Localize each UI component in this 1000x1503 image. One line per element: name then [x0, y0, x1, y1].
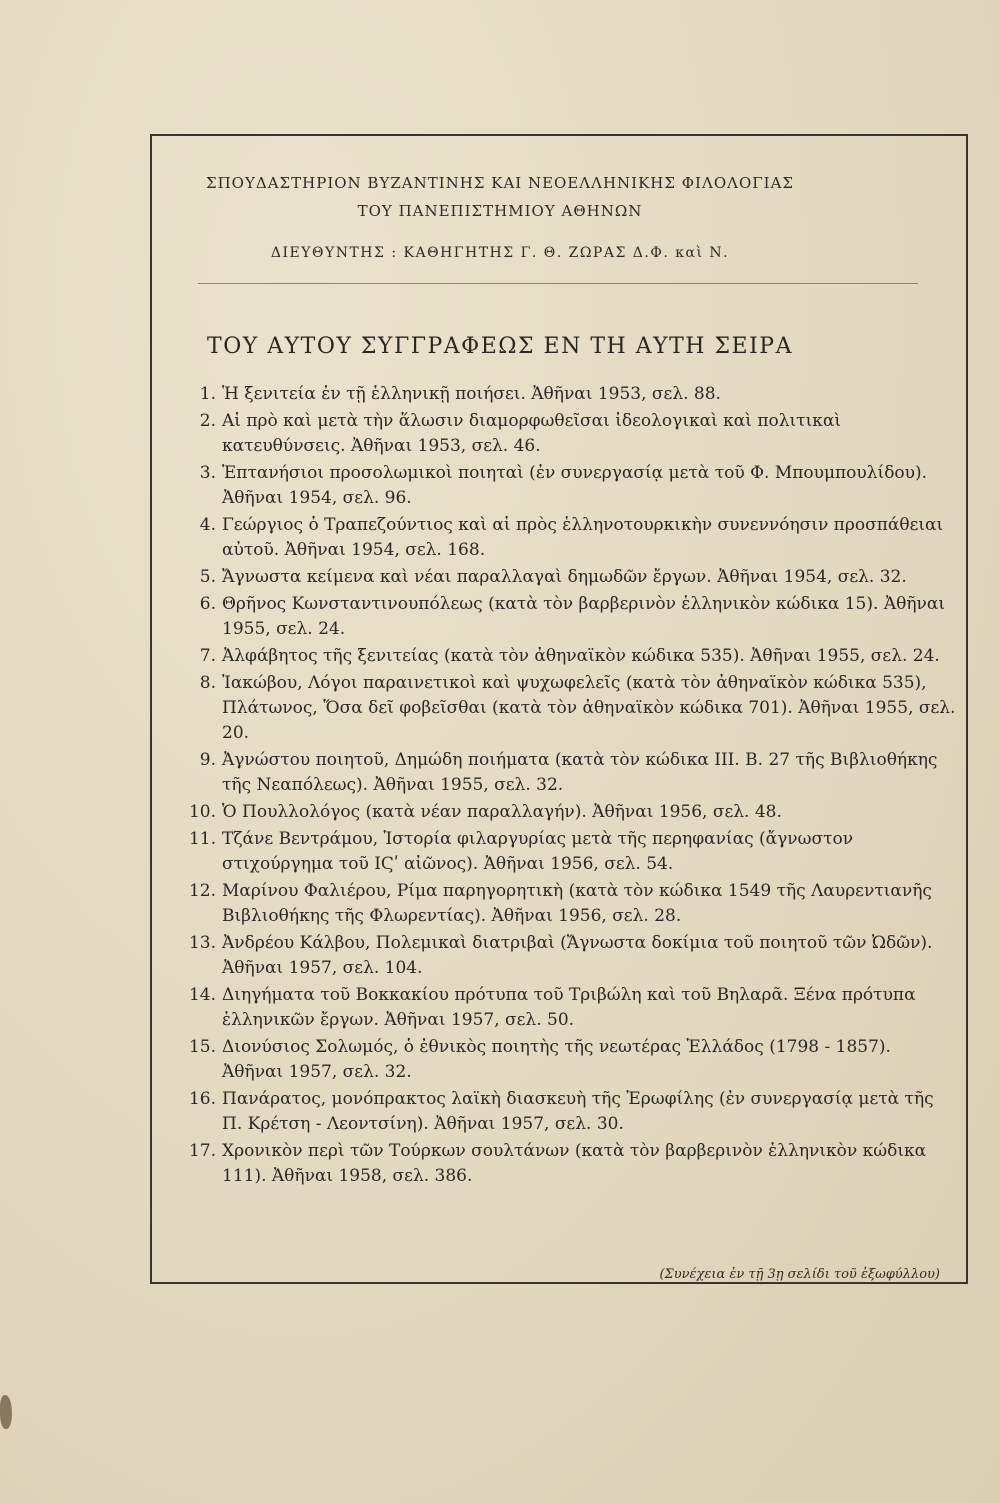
publication-list — [186, 382, 956, 1191]
item-number: 9. — [199, 750, 216, 770]
item-number: 16. — [188, 1089, 216, 1109]
item-number: 15. — [188, 1037, 216, 1057]
list-item — [186, 1139, 956, 1189]
item-number: 2. — [199, 411, 216, 431]
item-text: Μαρίνου Φαλιέρου, Ρίμα παρηγορητικὴ (κατὰ τὸν κώδικα 1549 τῆς Λαυρεντιανῆς Βιβλιοθήκης τῆς Φλωρεντίας). Ἀθῆναι 1956, σελ. 28. — [222, 881, 932, 926]
item-text: Αἱ πρὸ καὶ μετὰ τὴν ἅλωσιν διαμορφωθεῖσαι ἰδεολογικαὶ καὶ πολιτικαὶ κατευθύνσεις. Ἀθῆναι 1953, σελ. 46. — [222, 411, 842, 456]
institution-name: ΣΠΟΥΔΑΣΤΗΡΙΟΝ ΒΥΖΑΝΤΙΝΗΣ ΚΑΙ ΝΕΟΕΛΛΗΝΙΚΗΣ ΦΙΛΟΛΟΓΙΑΣ — [205, 174, 795, 192]
continuation-note: (Συνέχεια ἐν τῇ 3ῃ σελίδι τοῦ ἐξωφύλλου) — [659, 1267, 940, 1282]
item-text: Τζάνε Βεντράμου, Ἱστορία φιλαργυρίας μετὰ τῆς περηφανίας (ἄγνωστον στιχούργημα τοῦ ΙϚʹ αἰῶνος). Ἀθῆναι 1956, σελ. 54. — [222, 829, 854, 874]
item-number: 3. — [199, 463, 216, 483]
item-text: Πανάρατος, μονόπρακτος λαϊκὴ διασκευὴ τῆς Ἐρωφίλης (ἐν συνεργασίᾳ μετὰ τῆς Π. Κρέτση - Λεοντσίνη). Ἀθῆναι 1957, σελ. 30. — [222, 1089, 934, 1134]
item-text: Ἀλφάβητος τῆς ξενιτείας (κατὰ τὸν ἀθηναϊκὸν κώδικα 535). Ἀθῆναι 1955, σελ. 24. — [222, 646, 940, 666]
list-item — [186, 565, 956, 590]
item-text: Ἑπτανήσιοι προσολωμικοὶ ποιηταὶ (ἐν συνεργασίᾳ μετὰ τοῦ Φ. Μπουμπουλίδου). Ἀθῆναι 1954, σελ. 96. — [222, 463, 928, 508]
list-item — [186, 409, 956, 459]
item-text: Διηγήματα τοῦ Βοκκακίου πρότυπα τοῦ Τριβώλη καὶ τοῦ Βηλαρᾶ. Ξένα πρότυπα ἑλληνικῶν ἔργων. Ἀθῆναι 1957, σελ. 50. — [222, 985, 916, 1030]
item-number: 8. — [199, 673, 216, 693]
item-text: Ἡ ξενιτεία ἐν τῇ ἑλληνικῇ ποιήσει. Ἀθῆναι 1953, σελ. 88. — [222, 384, 721, 404]
item-number: 6. — [199, 594, 216, 614]
header-divider — [198, 283, 918, 284]
university-name: ΤΟΥ ΠΑΝΕΠΙΣΤΗΜΙΟΥ ΑΘΗΝΩΝ — [357, 202, 643, 220]
item-number: 1. — [199, 384, 216, 404]
list-item — [186, 513, 956, 563]
item-number: 17. — [188, 1141, 216, 1161]
item-number: 7. — [199, 646, 216, 666]
list-item — [186, 931, 956, 981]
item-text: Ὁ Πουλλολόγος (κατὰ νέαν παραλλαγήν). Ἀθῆναι 1956, σελ. 48. — [222, 802, 782, 822]
section-title: ΤΟΥ ΑΥΤΟΥ ΣΥΓΓΡΑΦΕΩΣ ΕΝ ΤΗ ΑΥΤΗ ΣΕΙΡΑ — [207, 334, 793, 359]
item-text: Γεώργιος ὁ Τραπεζούντιος καὶ αἱ πρὸς ἑλληνοτουρκικὴν συνεννόησιν προσπάθειαι αὐτοῦ. Ἀθῆναι 1954, σελ. 168. — [222, 515, 944, 560]
item-text: Ἀγνώστου ποιητοῦ, Δημώδη ποιήματα (κατὰ τὸν κώδικα III. B. 27 τῆς Βιβλιοθήκης τῆς Νεαπόλεως). Ἀθῆναι 1955, σελ. 32. — [222, 750, 938, 795]
item-text: Ἀνδρέου Κάλβου, Πολεμικαὶ διατριβαὶ (Ἄγνωστα δοκίμια τοῦ ποιητοῦ τῶν Ὠδῶν). Ἀθῆναι 1957, σελ. 104. — [222, 933, 933, 978]
list-item — [186, 461, 956, 511]
item-text: Χρονικὸν περὶ τῶν Τούρκων σουλτάνων (κατὰ τὸν βαρβερινὸν ἑλληνικὸν κώδικα 111). Ἀθῆναι 1958, σελ. 386. — [222, 1141, 927, 1186]
item-number: 5. — [199, 567, 216, 587]
item-text: Ἰακώβου, Λόγοι παραινετικοὶ καὶ ψυχωφελεῖς (κατὰ τὸν ἀθηναϊκὸν κώδικα 535), Πλάτωνος, Ὅσα δεῖ φοβεῖσθαι (κατὰ τὸν ἀθηναϊκὸν κώδικα 701). Ἀθῆναι 1955, σελ. 20. — [222, 673, 956, 743]
list-item — [186, 671, 956, 746]
director-line: ΔΙΕΥΘΥΝΤΗΣ : ΚΑΘΗΓΗΤΗΣ Γ. Θ. ΖΩΡΑΣ Δ.Φ. καὶ Ν. — [270, 245, 730, 261]
list-item — [186, 879, 956, 929]
item-number: 10. — [188, 802, 216, 822]
item-text: Θρῆνος Κωνσταντινουπόλεως (κατὰ τὸν βαρβερινὸν ἑλληνικὸν κώδικα 15). Ἀθῆναι 1955, σελ. 24. — [222, 594, 945, 639]
item-text: Διονύσιος Σολωμός, ὁ ἐθνικὸς ποιητὴς τῆς νεωτέρας Ἑλλάδος (1798 - 1857). Ἀθῆναι 1957, σελ. 32. — [222, 1037, 891, 1082]
list-item — [186, 748, 956, 798]
item-number: 11. — [188, 829, 216, 849]
list-item — [186, 800, 956, 825]
list-item — [186, 1035, 956, 1085]
list-item — [186, 592, 956, 642]
item-number: 13. — [188, 933, 216, 953]
paper-stain — [0, 1395, 12, 1429]
list-item — [186, 644, 956, 669]
list-item — [186, 1087, 956, 1137]
list-item — [186, 827, 956, 877]
item-number: 12. — [188, 881, 216, 901]
item-number: 14. — [188, 985, 216, 1005]
item-number: 4. — [199, 515, 216, 535]
item-text: Ἄγνωστα κείμενα καὶ νέαι παραλλαγαὶ δημωδῶν ἔργων. Ἀθῆναι 1954, σελ. 32. — [222, 567, 907, 587]
list-item — [186, 382, 956, 407]
list-item — [186, 983, 956, 1033]
